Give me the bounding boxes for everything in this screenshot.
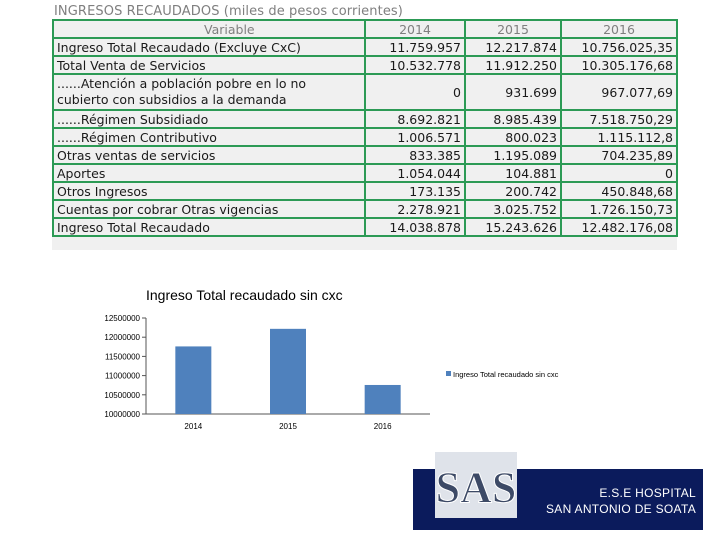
y-tick-label: 10000000 [104,410,140,419]
cell-2015: 800.023 [465,128,561,146]
cell-2016: 10.305.176,68 [561,56,677,74]
logo-letters: SAS [435,463,517,512]
cell-2014: 1.054.044 [365,164,465,182]
cell-2016: 704.235,89 [561,146,677,164]
cell-2014: 0 [365,74,465,110]
header-2016: 2016 [561,20,677,38]
hospital-name-line2: SAN ANTONIO DE SOATA [545,502,696,516]
cell-2014: 14.038.878 [365,218,465,236]
row-label: Ingreso Total Recaudado [53,218,365,236]
cell-2015: 200.742 [465,182,561,200]
header-2015: 2015 [465,20,561,38]
cell-2014: 11.759.957 [365,38,465,56]
cell-2014: 10.532.778 [365,56,465,74]
cell-2016: 1.115.112,8 [561,128,677,146]
bar-2014 [175,346,211,414]
header-variable: Variable [53,20,365,38]
row-label: Otros Ingresos [53,182,365,200]
y-tick-label: 11500000 [105,352,140,362]
hospital-logo-mark [435,452,517,518]
hospital-name [546,485,696,517]
cell-2016: 967.077,69 [561,74,677,110]
row-label: ......Régimen Subsidiado [53,110,365,128]
cell-2014: 173.135 [365,182,465,200]
cell-2014: 1.006.571 [365,128,465,146]
row-label: ......Atención a población pobre en lo no cubierto con subsidios a la demanda [53,74,365,110]
cell-2015: 3.025.752 [465,200,561,218]
cell-2016: 1.726.150,73 [561,200,677,218]
table-title: INGRESOS RECAUDADOS (miles de pesos corrientes) [54,4,403,19]
cell-2015: 11.912.250 [465,56,561,74]
cell-2014: 2.278.921 [365,200,465,218]
cell-2015: 931.699 [465,74,561,110]
y-tick-label: 12000000 [104,333,140,343]
hospital-name-line1: E.S.E HOSPITAL [599,486,696,500]
bar-2015 [270,329,306,414]
x-tick-label: 2015 [279,422,297,431]
hospital-logo [435,452,517,518]
x-tick-label: 2014 [184,422,203,431]
chart-title: Ingreso Total recaudado sin cxc [146,287,343,303]
cell-2016: 0 [561,164,677,182]
row-label: Ingreso Total Recaudado (Excluye CxC) [53,38,365,56]
cell-2014: 8.692.821 [365,110,465,128]
cell-2015: 15.243.626 [465,218,561,236]
y-tick-label: 10500000 [104,390,140,400]
row-label: Total Venta de Servicios [53,56,365,74]
y-tick-label: 12500000 [104,314,140,323]
legend-label: Ingreso Total recaudado sin cxc [453,370,559,379]
row-label: Aportes [53,164,365,182]
cell-2016: 10.756.025,35 [561,38,677,56]
cell-2015: 104.881 [465,164,561,182]
header-2014: 2014 [365,20,465,38]
row-label: Otras ventas de servicios [53,146,365,164]
cell-2015: 8.985.439 [465,110,561,128]
cell-2016: 450.848,68 [561,182,677,200]
cell-2015: 1.195.089 [465,146,561,164]
cell-2016: 7.518.750,29 [561,110,677,128]
x-tick-label: 2016 [373,422,392,431]
bar-2016 [365,385,401,414]
cell-2016: 12.482.176,08 [561,218,677,236]
row-label: ......Régimen Contributivo [53,128,365,146]
legend-swatch [446,371,451,376]
cell-2015: 12.217.874 [465,38,561,56]
y-tick-label: 11000000 [105,371,140,381]
row-label: Cuentas por cobrar Otras vigencias [53,200,365,218]
cell-2014: 833.385 [365,146,465,164]
